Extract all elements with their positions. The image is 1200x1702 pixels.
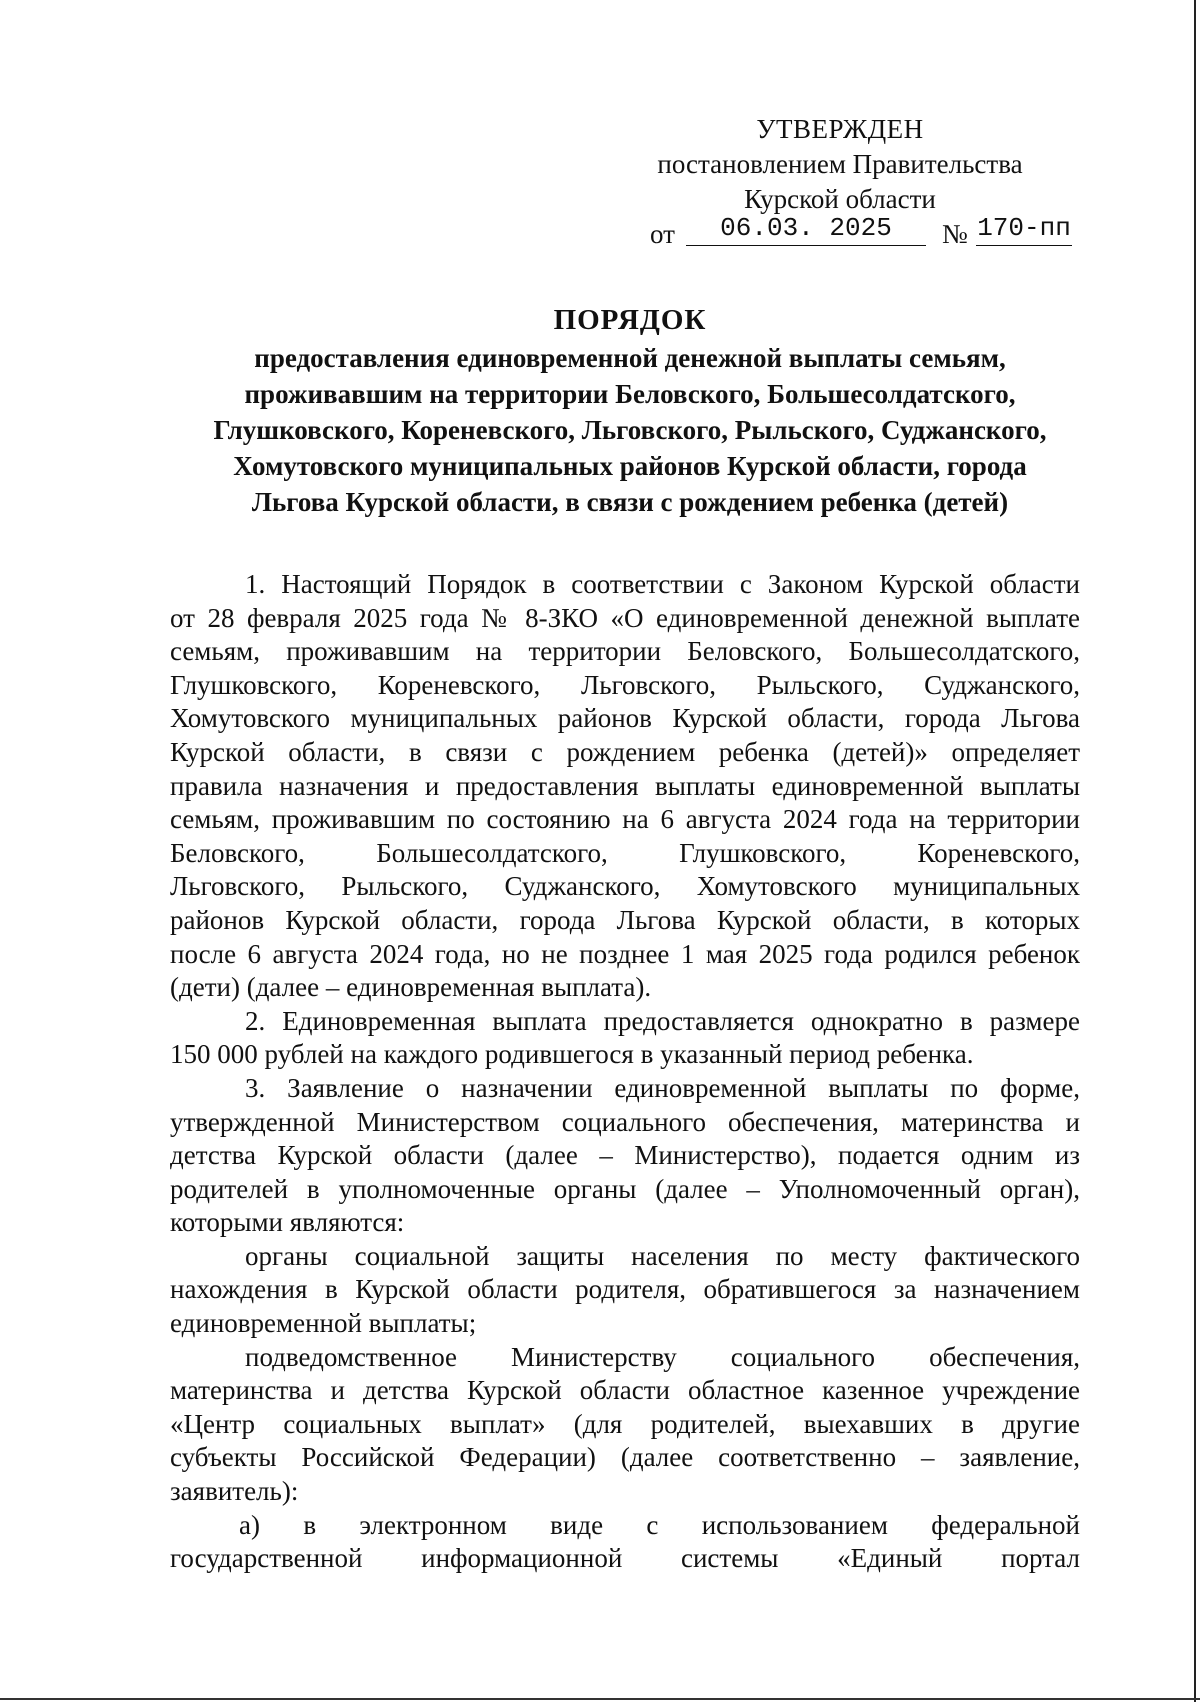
approval-number-label: № xyxy=(942,219,968,249)
approval-line-1: постановлением Правительства xyxy=(657,149,1023,179)
body-line: Хомутовского муниципальных районов Курской области, города Льгова xyxy=(170,703,1080,734)
document-heading xyxy=(140,302,1120,520)
body-line: районов Курской области, города Льгова Курской области, в которых xyxy=(170,904,1080,935)
body-line: семьям, проживавшим по состоянию на 6 августа 2024 года на территории xyxy=(170,804,1080,835)
approval-title: УТВЕРЖДЕН xyxy=(756,114,924,144)
page-edge-right xyxy=(1194,0,1196,1702)
body-line: заявитель): xyxy=(170,1476,299,1507)
body-line: 150 000 рублей на каждого родившегося в указанный период ребенка. xyxy=(170,1039,974,1070)
body-line: семьям, проживавшим на территории Беловского, Большесолдатского, xyxy=(170,636,1080,667)
approval-from-label: от xyxy=(650,219,675,249)
body-line: подведомственное Министерству социального обеспечения, xyxy=(245,1341,1080,1372)
body-line: (дети) (далее – единовременная выплата). xyxy=(170,972,652,1003)
body-line: правила назначения и предоставления выплаты единовременной выплаты xyxy=(170,770,1080,801)
body-line: 2. Единовременная выплата предоставляется однократно в размере xyxy=(245,1005,1080,1036)
heading-line: предоставления единовременной денежной выплаты семьям, xyxy=(254,343,1006,373)
body-line: субъекты Российской Федерации) (далее соответственно – заявление, xyxy=(170,1442,1080,1473)
body-line: 1. Настоящий Порядок в соответствии с Законом Курской области xyxy=(245,569,1080,599)
heading-line: проживавшим на территории Беловского, Большесолдатского, xyxy=(244,379,1016,409)
heading-line: Льгова Курской области, в связи с рождением ребенка (детей) xyxy=(251,487,1009,517)
body-line: детства Курской области (далее – Министерство), подается одним из xyxy=(170,1140,1080,1171)
body-line: нахождения в Курской области родителя, обратившегося за назначением xyxy=(170,1274,1080,1305)
body-line: утвержденной Министерством социального обеспечения, материнства и xyxy=(170,1106,1080,1137)
body-line: а) в электронном виде с использованием федеральной xyxy=(239,1509,1080,1540)
approval-date: 06.03. 2025 xyxy=(686,211,926,246)
body-line: органы социальной защиты населения по месту фактического xyxy=(245,1240,1080,1271)
heading-line: Глушковского, Кореневского, Льговского, Рыльского, Суджанского, xyxy=(213,415,1047,445)
body-line: после 6 августа 2024 года, но не позднее 1 мая 2025 года родился ребенок xyxy=(170,938,1080,969)
approval-line-2: Курской области xyxy=(744,184,936,214)
body-line: Беловского, Большесолдатского, Глушковского, Кореневского, xyxy=(170,837,1080,868)
body-line: родителей в уполномоченные органы (далее – Уполномоченный орган), xyxy=(170,1173,1080,1204)
approval-date-row xyxy=(600,213,1080,255)
document-body xyxy=(170,568,1080,1576)
body-line: единовременной выплаты; xyxy=(170,1308,477,1339)
body-line: «Центр социальных выплат» (для родителей, выехавших в другие xyxy=(170,1408,1080,1439)
heading-title: ПОРЯДОК xyxy=(553,304,707,336)
body-line: материнства и детства Курской области областное казенное учреждение xyxy=(170,1375,1080,1406)
approval-stamp xyxy=(600,112,1080,255)
page-edge-bottom xyxy=(0,1698,1200,1700)
body-line: которыми являются: xyxy=(170,1207,405,1238)
heading-line: Хомутовского муниципальных районов Курской области, города xyxy=(233,451,1027,481)
body-line: от 28 февраля 2025 года № 8-ЗКО «О единовременной денежной выплате xyxy=(170,602,1080,633)
body-line: государственной информационной системы «Единый портал xyxy=(170,1543,1080,1574)
approval-number: 170-пп xyxy=(976,211,1072,246)
body-line: Глушковского, Кореневского, Льговского, Рыльского, Суджанского, xyxy=(170,669,1080,700)
body-line: Курской области, в связи с рождением ребенка (детей)» определяет xyxy=(170,736,1080,767)
body-line: 3. Заявление о назначении единовременной выплаты по форме, xyxy=(245,1072,1080,1103)
body-line: Льговского, Рыльского, Суджанского, Хомутовского муниципальных xyxy=(170,871,1080,902)
